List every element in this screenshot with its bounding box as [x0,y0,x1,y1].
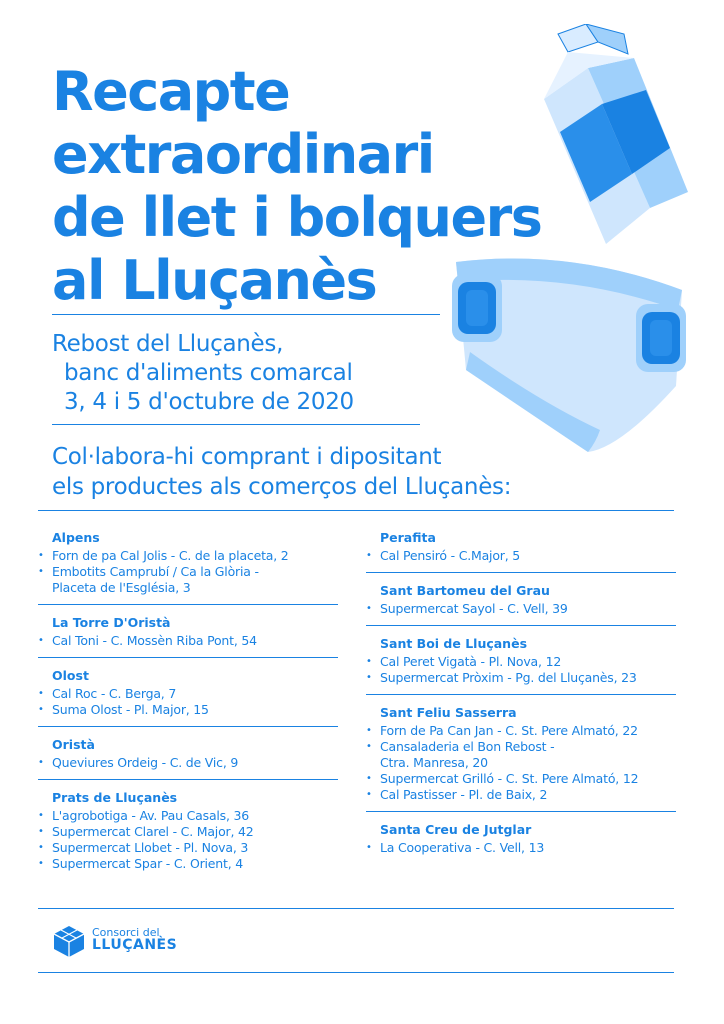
rule-cta-bottom [38,510,674,511]
rule-footer-bottom [38,972,674,973]
town-separator [366,625,676,626]
title-line-4: al Lluçanès [52,249,377,312]
towns-right-column [366,530,676,856]
shop-list-item: • Supermercat Spar - C. Orient, 4 [38,856,338,872]
title-line-1: Recapte [52,60,290,123]
town-name: Santa Creu de Jutglar [380,822,532,837]
town-name: Oristà [52,737,95,752]
town-separator [38,657,338,658]
logo-line-2: LLUÇANÈS [92,937,178,953]
town-separator [38,604,338,605]
subtitle-line-2: banc d'aliments comarcal [64,360,353,386]
towns-left-column [38,530,338,872]
shop-list-item: • Cansaladeria el Bon Rebost - Ctra. Manresa, 20 [366,739,676,771]
rule-subtitle-bottom [52,424,420,425]
title-line-2: extraordinari [52,123,434,186]
milk-carton-illustration [538,24,698,249]
town-separator [366,694,676,695]
town-block [366,530,676,564]
shop-list-item: • La Cooperativa - C. Vell, 13 [366,840,676,856]
shop-list-item: • Embotits Camprubí / Ca la Glòria - Placeta de l'Església, 3 [38,564,338,596]
town-block [38,615,338,649]
shop-list-item: • Forn de pa Cal Jolis - C. de la placeta, 2 [38,548,338,564]
subtitle [52,330,354,417]
shop-list-item: • Cal Pastisser - Pl. de Baix, 2 [366,787,676,803]
shop-list-item: • Supermercat Clarel - C. Major, 42 [38,824,338,840]
town-name: Alpens [52,530,100,545]
town-name: Sant Feliu Sasserra [380,705,517,720]
shop-list-item: • L'agrobotiga - Av. Pau Casals, 36 [38,808,338,824]
logo-line-1: Consorci del [92,926,160,939]
rule-list-bottom [38,908,674,909]
town-name: Perafita [380,530,436,545]
town-separator [38,726,338,727]
town-block [38,737,338,771]
town-block [366,583,676,617]
shop-list-item: • Queviures Ordeig - C. de Vic, 9 [38,755,338,771]
cta-line-2: els productes als comerços del Lluçanès: [52,474,512,500]
town-block [38,668,338,718]
town-name: Sant Bartomeu del Grau [380,583,550,598]
town-separator [366,572,676,573]
town-name: Prats de Lluçanès [52,790,178,805]
town-block [38,790,338,872]
town-separator [38,779,338,780]
logo-text [92,926,177,952]
shop-list-item: • Supermercat Grilló - C. St. Pere Almató, 12 [366,771,676,787]
title-line-3: de llet i bolquers [52,186,542,249]
shop-list-item: • Supermercat Llobet - Pl. Nova, 3 [38,840,338,856]
shop-list-item: • Suma Olost - Pl. Major, 15 [38,702,338,718]
town-name: La Torre D'Oristà [52,615,171,630]
town-name: Sant Boi de Lluçanès [380,636,528,651]
cta-line-1: Col·labora-hi comprant i dipositant [52,444,442,470]
rule-title-bottom [52,314,440,315]
subtitle-line-1: Rebost del Lluçanès, [52,331,284,357]
town-block [366,636,676,686]
town-block [366,705,676,803]
consorci-lluçanes-logo [52,924,178,964]
town-block [366,822,676,856]
call-to-action [52,442,511,502]
town-block [38,530,338,596]
shop-list-item: • Forn de Pa Can Jan - C. St. Pere Almató, 22 [366,723,676,739]
shop-list-item: • Supermercat Sayol - C. Vell, 39 [366,601,676,617]
shop-list-item: • Supermercat Pròxim - Pg. del Lluçanès, 23 [366,670,676,686]
shop-list-item: • Cal Pensiró - C.Major, 5 [366,548,676,564]
subtitle-line-3: 3, 4 i 5 d'octubre de 2020 [64,389,354,415]
shop-list-item: • Cal Roc - C. Berga, 7 [38,686,338,702]
puzzle-cube-logo-icon [52,924,86,958]
town-separator [366,811,676,812]
diaper-illustration [450,252,690,457]
shop-list-item: • Cal Peret Vigatà - Pl. Nova, 12 [366,654,676,670]
shop-list-item: • Cal Toni - C. Mossèn Riba Pont, 54 [38,633,338,649]
town-name: Olost [52,668,89,683]
